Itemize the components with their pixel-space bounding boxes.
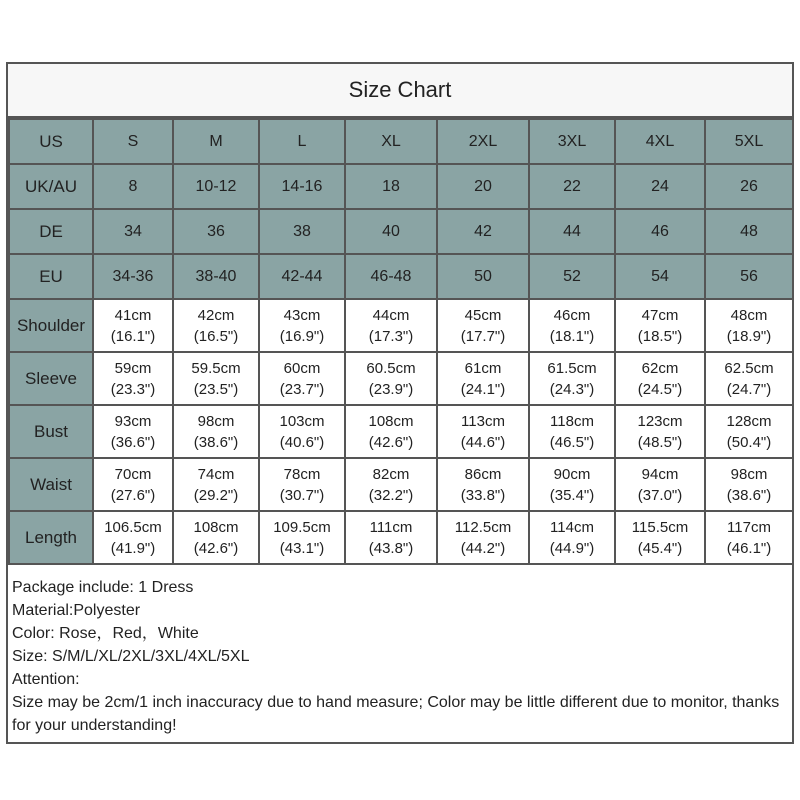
measure-cell bbox=[529, 352, 615, 405]
inch-value: (41.9") bbox=[110, 539, 156, 557]
chart-title: Size Chart bbox=[8, 64, 792, 118]
measure-cell bbox=[173, 511, 259, 564]
measure-cell bbox=[259, 299, 345, 352]
inch-value: (46.1") bbox=[726, 539, 772, 557]
inch-value: (44.2") bbox=[460, 539, 506, 557]
cm-value: 74cm bbox=[197, 465, 235, 483]
measure-row-sleeve bbox=[9, 352, 793, 405]
size-cell: 2XL bbox=[437, 119, 529, 164]
inch-value: (43.1") bbox=[279, 539, 325, 557]
inch-value: (16.5") bbox=[193, 327, 239, 345]
inch-value: (45.4") bbox=[637, 539, 683, 557]
cm-value: 108cm bbox=[193, 518, 239, 536]
cm-value: 123cm bbox=[637, 412, 683, 430]
cm-value: 60.5cm bbox=[366, 359, 416, 377]
cm-value: 103cm bbox=[279, 412, 325, 430]
measure-cell bbox=[529, 405, 615, 458]
size-cell: 22 bbox=[529, 164, 615, 209]
cm-value: 60cm bbox=[283, 359, 321, 377]
size-cell: 14-16 bbox=[259, 164, 345, 209]
inch-value: (27.6") bbox=[110, 486, 156, 504]
cm-value: 42cm bbox=[197, 306, 235, 324]
measure-cell bbox=[705, 458, 793, 511]
inch-value: (16.1") bbox=[110, 327, 156, 345]
cm-value: 90cm bbox=[553, 465, 591, 483]
inch-value: (36.6") bbox=[110, 433, 156, 451]
size-cell: XL bbox=[345, 119, 437, 164]
size-cell: 26 bbox=[705, 164, 793, 209]
inch-value: (16.9") bbox=[279, 327, 325, 345]
measure-row-waist bbox=[9, 458, 793, 511]
cm-value: 48cm bbox=[730, 306, 768, 324]
measure-cell bbox=[259, 405, 345, 458]
inch-value: (38.6") bbox=[193, 433, 239, 451]
measure-cell bbox=[615, 299, 705, 352]
size-cell: 46-48 bbox=[345, 254, 437, 299]
note-line: Attention: bbox=[12, 671, 80, 688]
size-cell: 40 bbox=[345, 209, 437, 254]
inch-value: (46.5") bbox=[549, 433, 595, 451]
measure-cell bbox=[259, 352, 345, 405]
measure-row-length bbox=[9, 511, 793, 564]
cm-value: 118cm bbox=[550, 412, 594, 430]
measure-cell bbox=[705, 299, 793, 352]
cm-value: 70cm bbox=[114, 465, 152, 483]
cm-value: 61.5cm bbox=[547, 359, 597, 377]
size-cell: 52 bbox=[529, 254, 615, 299]
cm-value: 59.5cm bbox=[191, 359, 241, 377]
inch-value: (17.7") bbox=[460, 327, 506, 345]
inch-value: (44.9") bbox=[549, 539, 595, 557]
row-label: Bust bbox=[9, 405, 93, 458]
inch-value: (29.2") bbox=[193, 486, 239, 504]
cm-value: 115.5cm bbox=[631, 518, 689, 536]
inch-value: (23.9") bbox=[368, 380, 414, 398]
row-label: US bbox=[9, 119, 93, 164]
size-cell: 10-12 bbox=[173, 164, 259, 209]
inch-value: (35.4") bbox=[549, 486, 595, 504]
cm-value: 111cm bbox=[369, 518, 413, 536]
size-cell: 8 bbox=[93, 164, 173, 209]
size-cell: 46 bbox=[615, 209, 705, 254]
note-line: Size may be 2cm/1 inch inaccuracy due to hand measure; Color may be little different due to monitor, thanks for your understanding! bbox=[12, 694, 784, 734]
measure-cell bbox=[93, 405, 173, 458]
cm-value: 94cm bbox=[641, 465, 679, 483]
inch-value: (40.6") bbox=[279, 433, 325, 451]
measure-cell bbox=[93, 458, 173, 511]
measure-cell bbox=[93, 511, 173, 564]
cm-value: 106.5cm bbox=[104, 518, 162, 536]
size-row-de bbox=[9, 209, 793, 254]
inch-value: (50.4") bbox=[726, 433, 772, 451]
size-cell: 44 bbox=[529, 209, 615, 254]
cm-value: 61cm bbox=[464, 359, 502, 377]
inch-value: (32.2") bbox=[368, 486, 414, 504]
cm-value: 47cm bbox=[641, 306, 679, 324]
measure-cell bbox=[615, 405, 705, 458]
measure-cell bbox=[93, 352, 173, 405]
measure-cell bbox=[345, 405, 437, 458]
cm-value: 59cm bbox=[114, 359, 152, 377]
measure-cell bbox=[437, 405, 529, 458]
row-label: Sleeve bbox=[9, 352, 93, 405]
size-cell: 24 bbox=[615, 164, 705, 209]
size-cell: 48 bbox=[705, 209, 793, 254]
measure-cell bbox=[437, 299, 529, 352]
cm-value: 117cm bbox=[727, 518, 771, 536]
note-line: Package include: 1 Dress bbox=[12, 579, 194, 596]
inch-value: (42.6") bbox=[193, 539, 239, 557]
row-label: Length bbox=[9, 511, 93, 564]
inch-value: (38.6") bbox=[726, 486, 772, 504]
cm-value: 128cm bbox=[726, 412, 772, 430]
measure-cell bbox=[705, 511, 793, 564]
size-cell: L bbox=[259, 119, 345, 164]
measure-cell bbox=[529, 458, 615, 511]
size-row-us bbox=[9, 119, 793, 164]
measure-row-bust bbox=[9, 405, 793, 458]
inch-value: (24.3") bbox=[549, 380, 595, 398]
row-label: DE bbox=[9, 209, 93, 254]
cm-value: 113cm bbox=[461, 412, 505, 430]
measure-cell bbox=[345, 458, 437, 511]
note-line: Size: S/M/L/XL/2XL/3XL/4XL/5XL bbox=[12, 648, 250, 665]
cm-value: 114cm bbox=[550, 518, 594, 536]
note-line: Material:Polyester bbox=[12, 602, 141, 619]
cm-value: 46cm bbox=[553, 306, 591, 324]
inch-value: (17.3") bbox=[368, 327, 414, 345]
measure-cell bbox=[529, 511, 615, 564]
cm-value: 41cm bbox=[114, 306, 152, 324]
inch-value: (43.8") bbox=[368, 539, 414, 557]
cm-value: 93cm bbox=[114, 412, 152, 430]
size-cell: 20 bbox=[437, 164, 529, 209]
cm-value: 108cm bbox=[368, 412, 414, 430]
size-cell: 34 bbox=[93, 209, 173, 254]
inch-value: (24.7") bbox=[726, 380, 772, 398]
row-label: UK/AU bbox=[9, 164, 93, 209]
inch-value: (24.1") bbox=[460, 380, 506, 398]
size-cell: 50 bbox=[437, 254, 529, 299]
size-table bbox=[8, 118, 794, 565]
size-cell: 5XL bbox=[705, 119, 793, 164]
inch-value: (48.5") bbox=[637, 433, 683, 451]
size-cell: 36 bbox=[173, 209, 259, 254]
cm-value: 78cm bbox=[283, 465, 321, 483]
inch-value: (24.5") bbox=[637, 380, 683, 398]
inch-value: (37.0") bbox=[637, 486, 683, 504]
measure-cell bbox=[615, 511, 705, 564]
inch-value: (23.5") bbox=[193, 380, 239, 398]
size-cell: M bbox=[173, 119, 259, 164]
inch-value: (23.7") bbox=[279, 380, 325, 398]
measure-cell bbox=[705, 405, 793, 458]
size-row-uk-au bbox=[9, 164, 793, 209]
size-row-eu bbox=[9, 254, 793, 299]
row-label: EU bbox=[9, 254, 93, 299]
inch-value: (33.8") bbox=[460, 486, 506, 504]
row-label: Waist bbox=[9, 458, 93, 511]
measure-cell bbox=[437, 511, 529, 564]
measure-cell bbox=[259, 458, 345, 511]
measure-cell bbox=[173, 458, 259, 511]
inch-value: (44.6") bbox=[460, 433, 506, 451]
measure-cell bbox=[437, 352, 529, 405]
size-cell: 38-40 bbox=[173, 254, 259, 299]
cm-value: 98cm bbox=[197, 412, 235, 430]
cm-value: 62.5cm bbox=[724, 359, 774, 377]
cm-value: 98cm bbox=[730, 465, 768, 483]
measure-cell bbox=[345, 511, 437, 564]
size-cell: 4XL bbox=[615, 119, 705, 164]
measure-cell bbox=[173, 352, 259, 405]
measure-cell bbox=[345, 299, 437, 352]
measure-cell bbox=[173, 299, 259, 352]
cm-value: 45cm bbox=[464, 306, 502, 324]
size-cell: 38 bbox=[259, 209, 345, 254]
measure-cell bbox=[615, 458, 705, 511]
size-cell: 54 bbox=[615, 254, 705, 299]
measure-cell bbox=[615, 352, 705, 405]
inch-value: (30.7") bbox=[279, 486, 325, 504]
cm-value: 112.5cm bbox=[454, 518, 512, 536]
cm-value: 82cm bbox=[372, 465, 410, 483]
measure-cell bbox=[173, 405, 259, 458]
cm-value: 86cm bbox=[464, 465, 502, 483]
cm-value: 109.5cm bbox=[273, 518, 331, 536]
size-table-body bbox=[9, 119, 793, 564]
size-cell: 56 bbox=[705, 254, 793, 299]
measure-cell bbox=[437, 458, 529, 511]
inch-value: (42.6") bbox=[368, 433, 414, 451]
inch-value: (18.5") bbox=[637, 327, 683, 345]
inch-value: (18.9") bbox=[726, 327, 772, 345]
inch-value: (23.3") bbox=[110, 380, 156, 398]
cm-value: 62cm bbox=[641, 359, 679, 377]
cm-value: 44cm bbox=[372, 306, 410, 324]
product-notes bbox=[12, 576, 788, 737]
size-cell: 42-44 bbox=[259, 254, 345, 299]
inch-value: (18.1") bbox=[549, 327, 595, 345]
size-cell: 42 bbox=[437, 209, 529, 254]
measure-cell bbox=[529, 299, 615, 352]
cm-value: 43cm bbox=[283, 306, 321, 324]
measure-cell bbox=[705, 352, 793, 405]
measure-cell bbox=[259, 511, 345, 564]
size-cell: 34-36 bbox=[93, 254, 173, 299]
measure-row-shoulder bbox=[9, 299, 793, 352]
row-label: Shoulder bbox=[9, 299, 93, 352]
measure-cell bbox=[93, 299, 173, 352]
note-line: Color: Rose，Red，White bbox=[12, 625, 199, 642]
size-chart-frame bbox=[6, 62, 794, 744]
measure-cell bbox=[345, 352, 437, 405]
size-cell: 3XL bbox=[529, 119, 615, 164]
size-cell: S bbox=[93, 119, 173, 164]
size-cell: 18 bbox=[345, 164, 437, 209]
